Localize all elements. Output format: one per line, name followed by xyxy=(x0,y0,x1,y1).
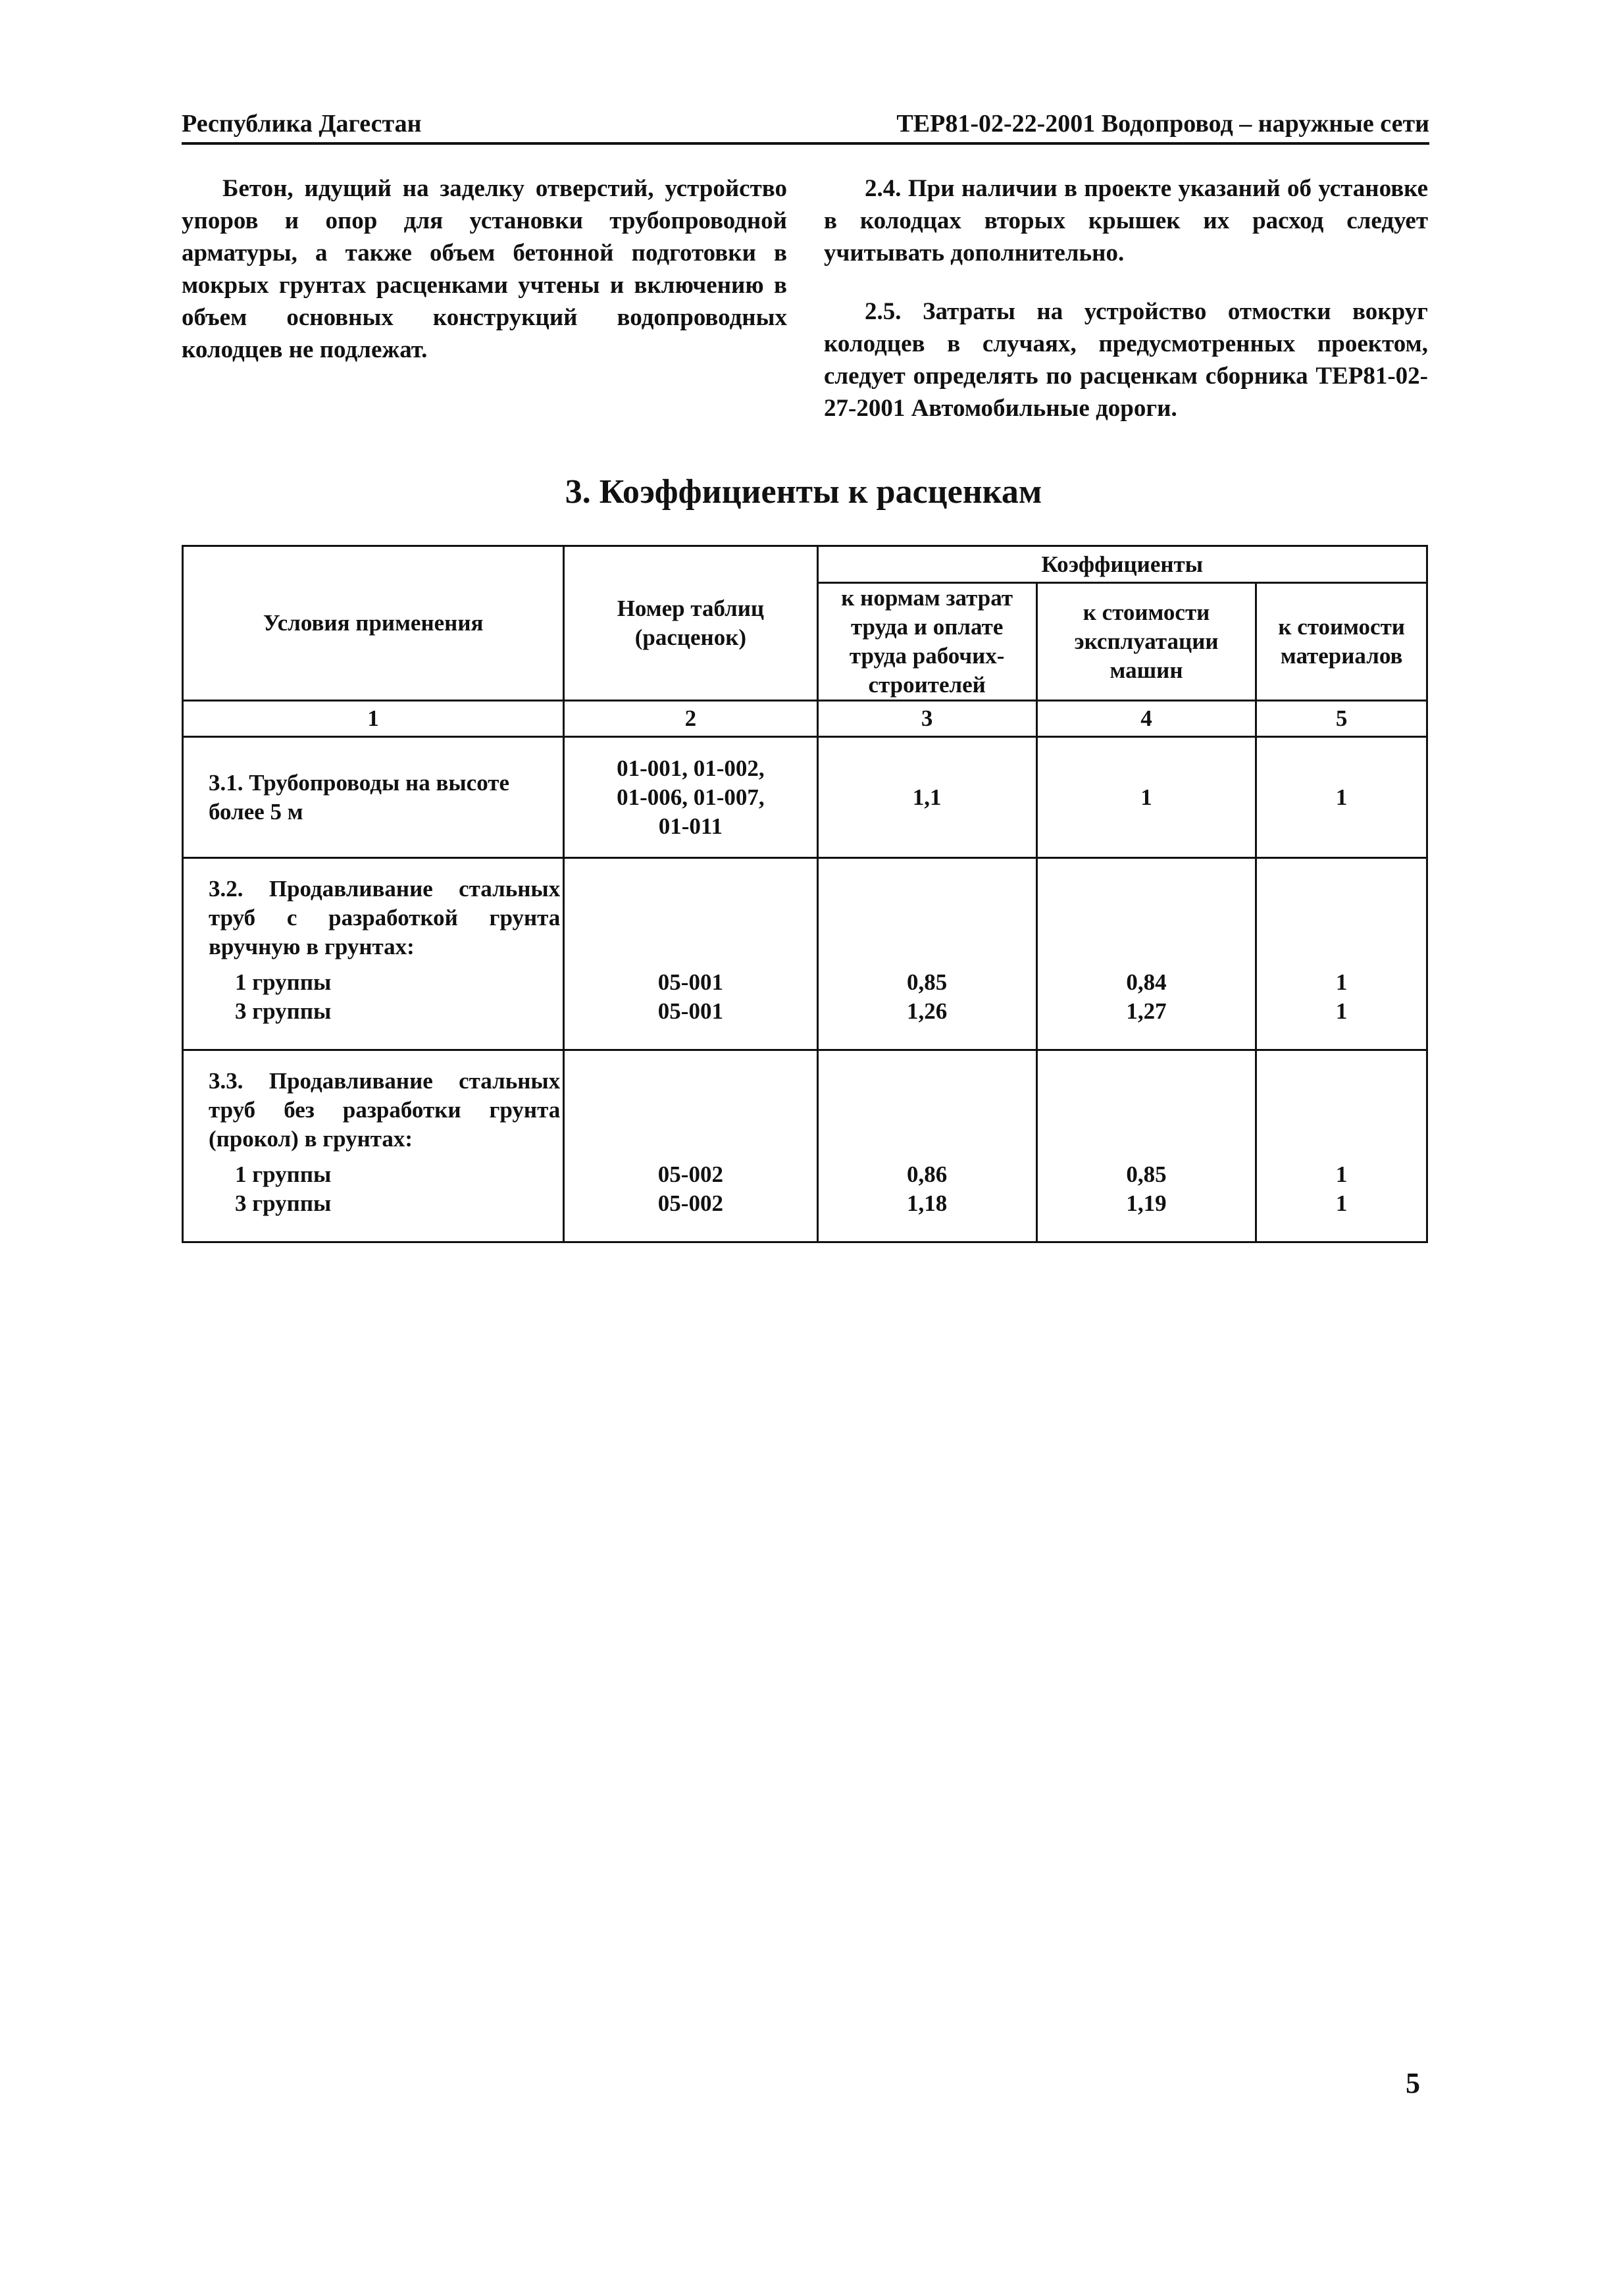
group-table-number: 05-002 xyxy=(657,1190,723,1216)
group-labor: 0,86 xyxy=(907,1161,948,1187)
header-table-number: Номер таблиц (расценок) xyxy=(564,546,817,701)
page-number: 5 xyxy=(1406,2067,1420,2099)
paragraph-2-5: 2.5. Затраты на устройство отмостки вокруг колодцев в случаях, предусмотренных проектом, следует определять по расценкам сборника ТЕР81-02-27-2001 Автомобильные дороги. xyxy=(824,298,1428,422)
machines-coef-cell xyxy=(1036,858,1256,1050)
table-number-cell xyxy=(564,737,817,858)
table-number-line: 01-006, 01-007, xyxy=(617,784,765,810)
machines-coef-cell: 1 xyxy=(1036,737,1256,858)
column-number: 4 xyxy=(1036,701,1256,737)
group-labor: 0,85 xyxy=(907,969,948,995)
header-coefficients: Коэффициенты xyxy=(817,546,1427,583)
group-labor: 1,26 xyxy=(907,998,948,1024)
group-table-number: 05-001 xyxy=(657,998,723,1024)
group-labor: 1,18 xyxy=(907,1190,948,1216)
table-row xyxy=(183,1050,1427,1242)
header-machines: к стоимости эксплуатации машин xyxy=(1036,583,1256,701)
group-label: 1 группы xyxy=(235,1161,332,1187)
table-header-row-1 xyxy=(183,546,1427,583)
group-label: 3 группы xyxy=(235,998,332,1024)
column-number-row xyxy=(183,701,1427,737)
materials-coef-cell: 1 xyxy=(1256,737,1427,858)
group-machines: 0,85 xyxy=(1126,1161,1167,1187)
machines-coef-cell xyxy=(1036,1050,1256,1242)
group-machines: 1,27 xyxy=(1126,998,1167,1024)
materials-coef-cell xyxy=(1256,858,1427,1050)
group-table-number: 05-002 xyxy=(657,1161,723,1187)
condition-text: 3.2. Продавливание стальных труб с разработкой грунта вручную в грунтах: xyxy=(209,876,561,959)
condition-text: 3.3. Продавливание стальных труб без разработки грунта (прокол) в грунтах: xyxy=(209,1068,561,1152)
table-row xyxy=(183,737,1427,858)
coefficients-table xyxy=(182,545,1428,1243)
page-header xyxy=(182,105,1429,145)
paragraph-2-4: 2.4. При наличии в проекте указаний об установке в колодцах вторых крышек их расход следует учитывать дополнительно. xyxy=(824,175,1428,267)
paragraph-concrete: Бетон, идущий на заделку отверстий, устройство упоров и опор для установки трубопроводной арматуры, а также объем бетонной подготовки в мокрых грунтах расценками учтены и включению в объем основных конструкций водопроводных колодцев не подлежат. xyxy=(182,175,787,363)
group-label: 3 группы xyxy=(235,1190,332,1216)
table-number-cell xyxy=(564,1050,817,1242)
table-number-line: 01-001, 01-002, xyxy=(617,755,765,781)
table-number-cell xyxy=(564,858,817,1050)
header-conditions: Условия применения xyxy=(183,546,564,701)
table-number-line: 01-011 xyxy=(658,813,723,839)
group-machines: 0,84 xyxy=(1126,969,1167,995)
header-labor: к нормам затрат труда и оплате труда рабочих-строителей xyxy=(817,583,1036,701)
labor-coef-cell xyxy=(817,858,1036,1050)
column-number: 5 xyxy=(1256,701,1427,737)
header-materials: к стоимости материалов xyxy=(1256,583,1427,701)
group-materials: 1 xyxy=(1335,969,1348,995)
condition-cell xyxy=(183,1050,564,1242)
group-materials: 1 xyxy=(1335,1190,1348,1216)
group-machines: 1,19 xyxy=(1126,1190,1167,1216)
header-region: Республика Дагестан xyxy=(182,110,422,138)
group-label: 1 группы xyxy=(235,969,332,995)
materials-coef-cell xyxy=(1256,1050,1427,1242)
condition-cell xyxy=(183,858,564,1050)
column-number: 2 xyxy=(564,701,817,737)
group-materials: 1 xyxy=(1335,1161,1348,1187)
labor-coef-cell: 1,1 xyxy=(817,737,1036,858)
group-table-number: 05-001 xyxy=(657,969,723,995)
column-number: 1 xyxy=(183,701,564,737)
column-number: 3 xyxy=(817,701,1036,737)
group-materials: 1 xyxy=(1335,998,1348,1024)
right-column xyxy=(824,172,1428,424)
left-column xyxy=(182,172,787,366)
labor-coef-cell xyxy=(817,1050,1036,1242)
header-document-code: ТЕР81-02-22-2001 Водопровод – наружные сети xyxy=(896,110,1429,138)
condition-cell: 3.1. Трубопроводы на высоте более 5 м xyxy=(183,737,564,858)
section-title: 3. Коэффициенты к расценкам xyxy=(565,473,1042,511)
table-row xyxy=(183,858,1427,1050)
